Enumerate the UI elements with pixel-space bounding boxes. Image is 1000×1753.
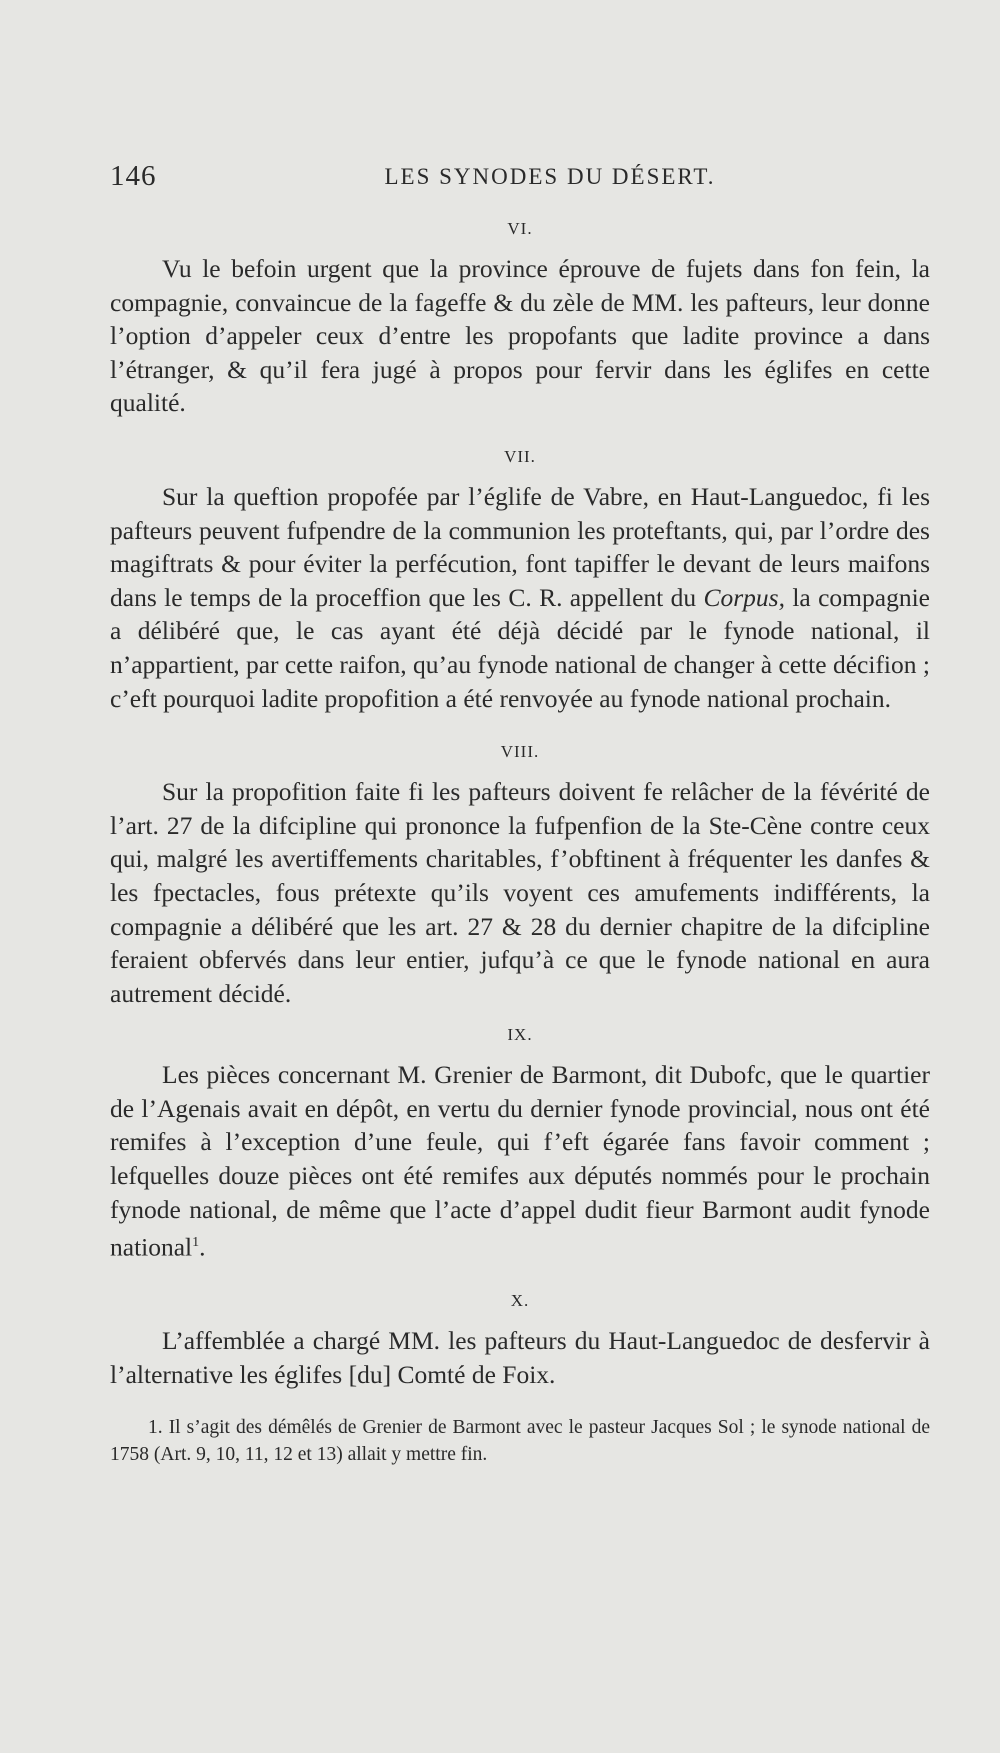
article-number: VIII. bbox=[500, 742, 540, 762]
article-viii bbox=[110, 741, 930, 1010]
article-text-part: Les pièces concernant M. Grenier de Barmont, dit Dubofc, que le quartier de l’Agenais avait en dépôt, en vertu du dernier fynode provincial, nous ont été remifes à l’exception d’une feule, qui f’eft égarée fans favoir comment ; lefquelles douze pièces ont été remifes aux députés nommés pour le prochain fynode national, de même que l’acte d’appel dudit fieur Barmont audit fynode national bbox=[110, 1060, 930, 1262]
footnote bbox=[110, 1414, 930, 1468]
article-text-end: . bbox=[199, 1232, 206, 1262]
footnote-reference[interactable]: 1 bbox=[192, 1235, 200, 1251]
article-ix bbox=[110, 1024, 930, 1264]
footnote-marker: 1. bbox=[148, 1416, 163, 1438]
article-number: VII. bbox=[504, 446, 536, 466]
article-text-part: Sur la queftion propofée par l’églife de Vabre, en Haut-Languedoc, fi les pafteurs peuvent fufpendre de la communion les proteftants, qui, par l’ordre des magiftrats & pour éviter la perfécution, font tapiffer le devant de leurs maifons dans le temps de la proceffion que les C. R. appellent du bbox=[110, 481, 930, 612]
running-head bbox=[110, 160, 930, 200]
article-text: L’affemblée a chargé MM. les pafteurs du Haut-Languedoc de desfervir à l’alternative les églifes [du] Comté de Foix. bbox=[110, 1326, 930, 1389]
article-number: IX. bbox=[507, 1025, 533, 1045]
article-text-part: la compagnie a délibéré que, le cas ayant été déjà décidé par le fynode national, il n’appartient, par cette raifon, qu’au fynode national de changer à cette décifion ; c’eft pourquoi ladite propofition a été renvoyée au fynode national prochain. bbox=[110, 582, 930, 713]
article-number: X. bbox=[510, 1291, 530, 1311]
article-x bbox=[110, 1290, 930, 1391]
article-text: Sur la propofition faite fi les pafteurs doivent fe relâcher de la févérité de l’art. 27 de la difcipline qui prononce la fufpenfion de la Ste-Cène contre ceux qui, malgré les avertiffements charitables, f’obftinent à fréquenter les danfes & les fpectacles, fous prétexte qu’ils voyent ces amufements indifférents, la compagnie a délibéré que les art. 27 & 28 du dernier chapitre de la difcipline feraient obfervés dans leur entier, jufqu’à ce que le fynode national en aura autrement décidé. bbox=[110, 777, 930, 1008]
page-number: 146 bbox=[110, 160, 157, 192]
article-vii bbox=[110, 446, 930, 715]
article-text bbox=[110, 1058, 930, 1264]
article-text: Vu le befoin urgent que la province éprouve de fujets dans fon fein, la compagnie, convaincue de la fageffe & du zèle de MM. les pafteurs, leur donne l’option d’appeler ceux d’entre les propofants que ladite province a dans l’étranger, & qu’il fera jugé à propos pour fervir dans les églifes en cette qualité. bbox=[110, 254, 930, 418]
italic-term: Corpus, bbox=[703, 582, 785, 612]
running-title: LES SYNODES DU DÉSERT. bbox=[384, 164, 716, 189]
article-text bbox=[110, 480, 930, 715]
article-number: VI. bbox=[507, 219, 533, 238]
page-content bbox=[110, 218, 930, 1468]
article-vi bbox=[110, 218, 930, 420]
footnote-text: Il s’agit des démêlés de Grenier de Barmont avec le pasteur Jacques Sol ; le synode national de 1758 (Art. 9, 10, 11, 12 et 13) allait y mettre fin. bbox=[110, 1416, 931, 1465]
